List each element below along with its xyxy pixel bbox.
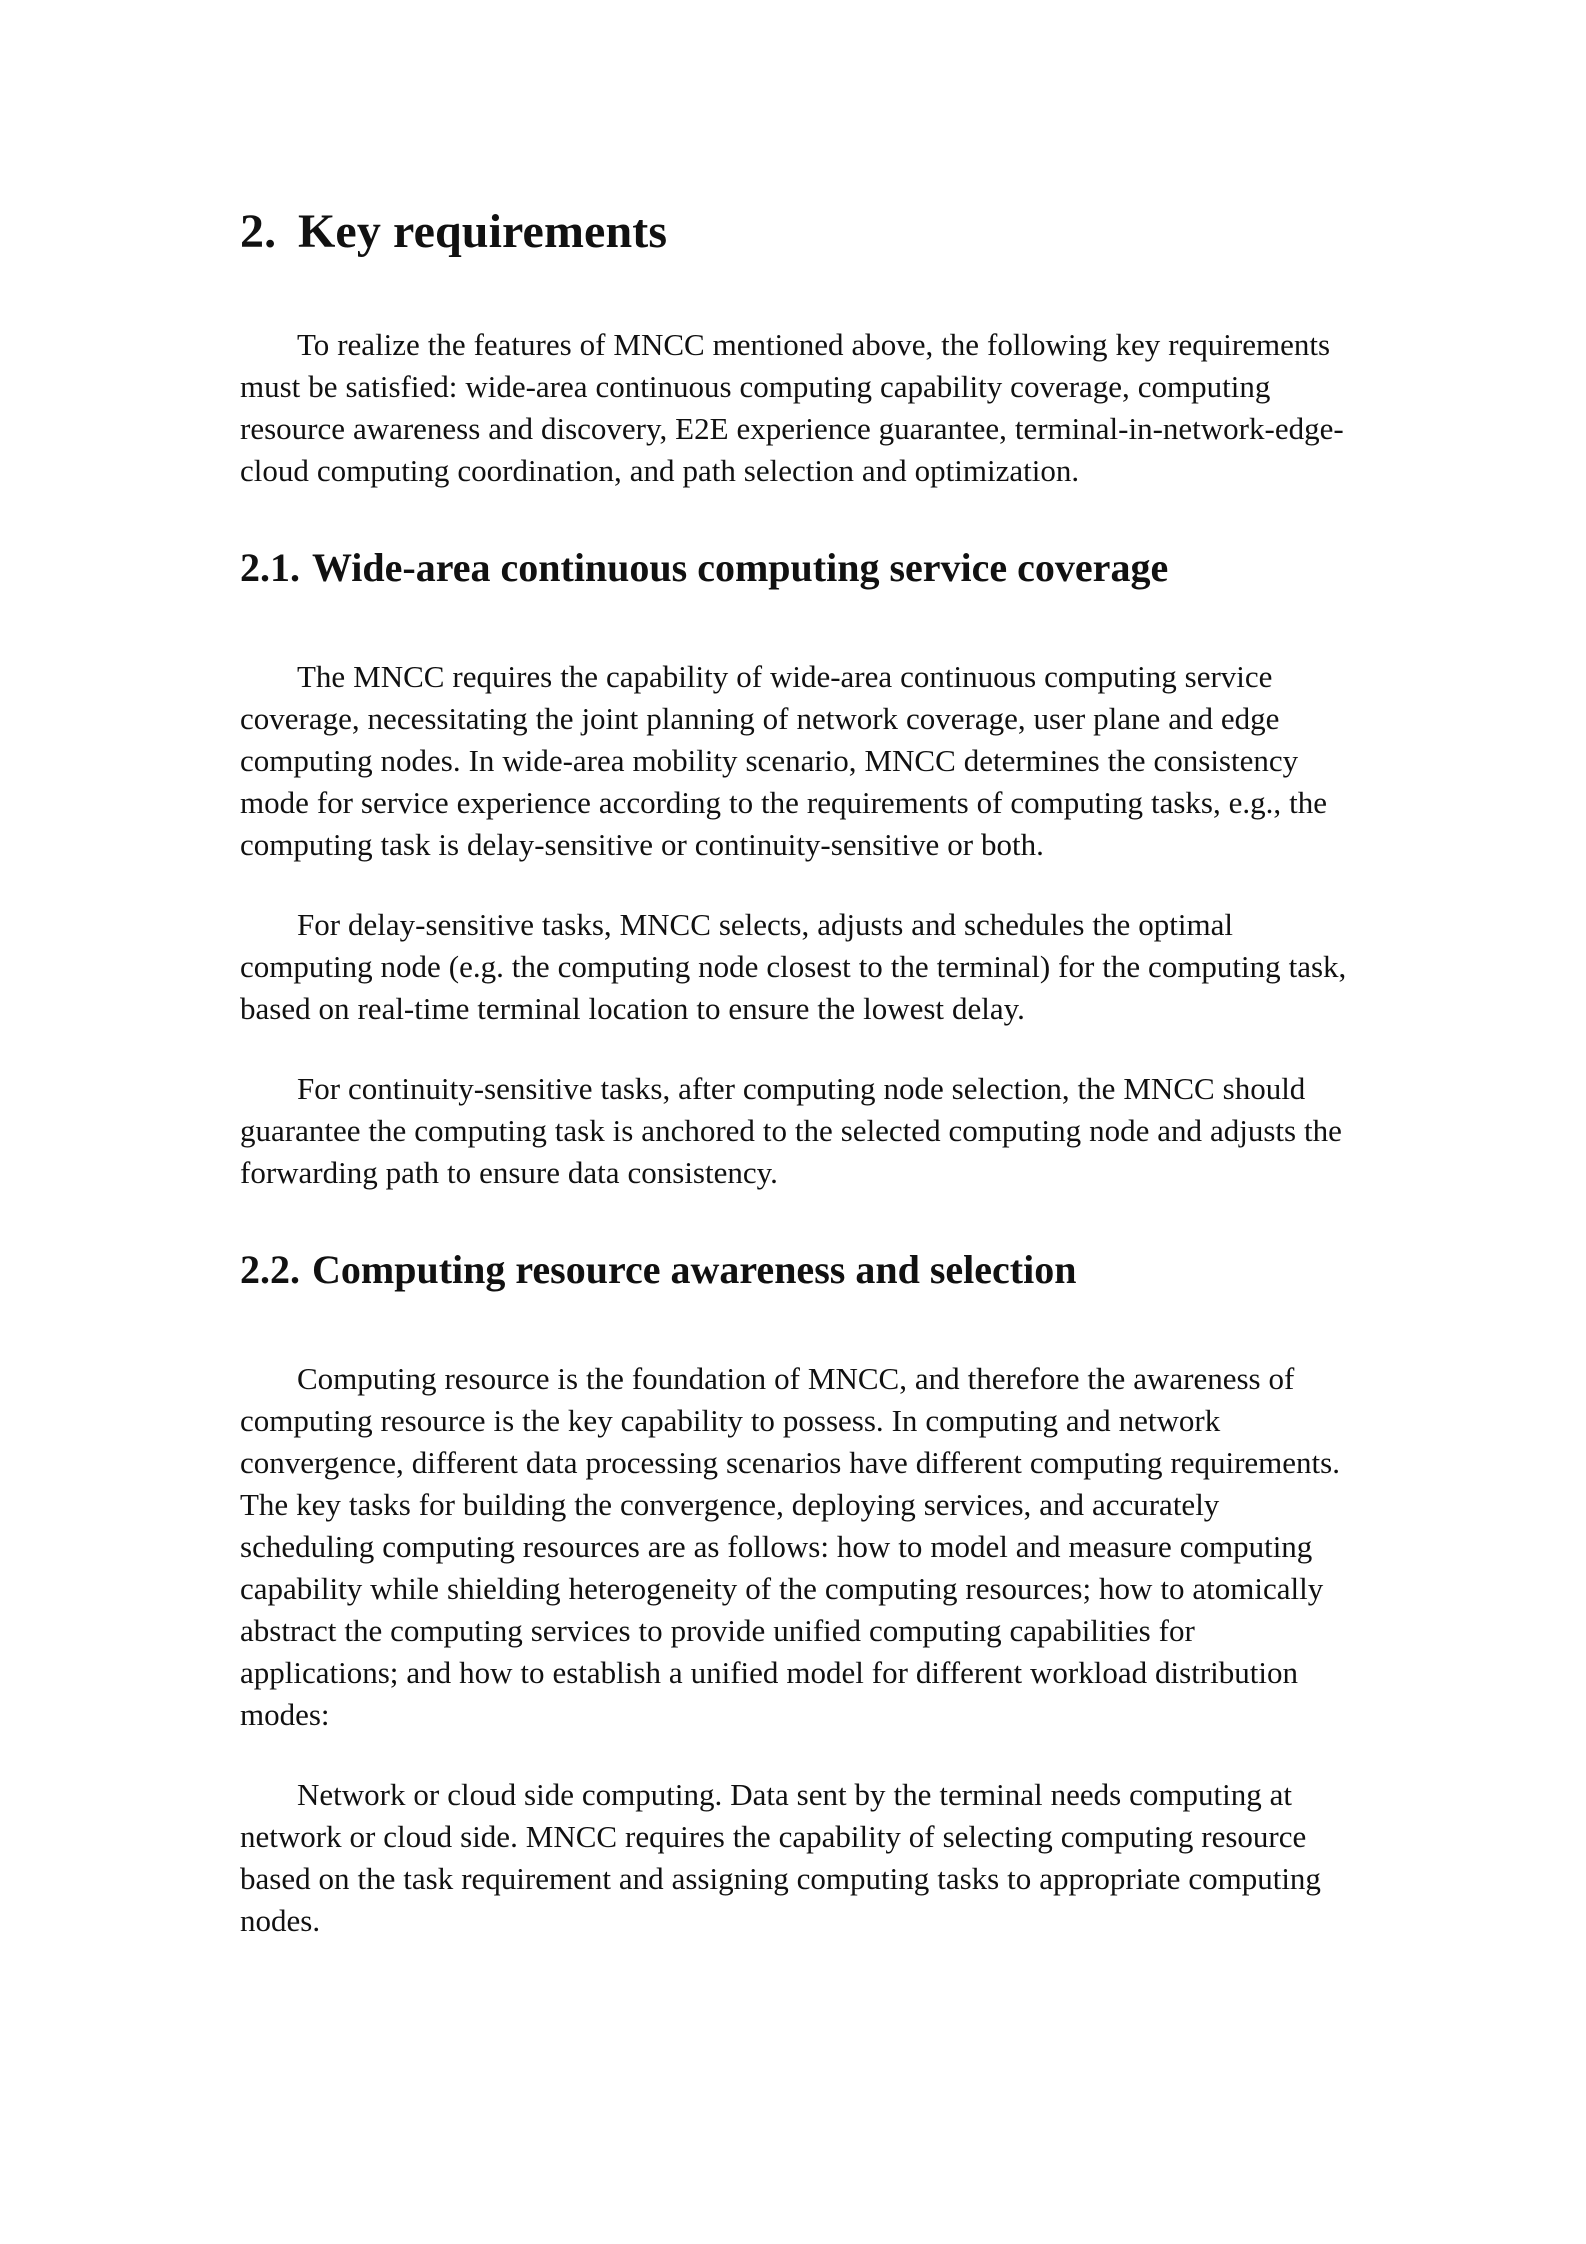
- subsection-2-paragraph-2: Network or cloud side computing. Data sent by the terminal needs computing at network or cloud side. MNCC requires the capability of selecting computing resource based on the task requirement and assigning computing tasks to appropriate computing nodes.: [240, 1777, 1321, 1938]
- subsection-1-number: 2.1.: [240, 545, 300, 590]
- subsection-2-heading: [240, 1242, 1356, 1298]
- section-title: Key requirements: [298, 205, 668, 258]
- subsection-1-title: Wide-area continuous computing service coverage: [312, 545, 1169, 590]
- section-intro-paragraph: To realize the features of MNCC mentioned above, the following key requirements must be satisfied: wide-area continuous computing capability coverage, computing resource awareness and discovery, E2E experience guarantee, terminal-in-network-edge-cloud computing coordination, and path selection and optimization.: [240, 327, 1344, 488]
- subsection-2-paragraph-1: Computing resource is the foundation of MNCC, and therefore the awareness of computing resource is the key capability to possess. In computing and network convergence, different data processing scenarios have different computing requirements. The key tasks for building the convergence, deploying services, and accurately scheduling computing resources are as follows: how to model and measure computing capability while shielding heterogeneity of the computing resources; how to atomically abstract the computing services to provide unified computing capabilities for applications; and how to establish a unified model for different workload distribution modes:: [240, 1361, 1340, 1732]
- subsection-1-paragraph-2: For delay-sensitive tasks, MNCC selects, adjusts and schedules the optimal computing node (e.g. the computing node closest to the terminal) for the computing task, based on real-time terminal location to ensure the lowest delay.: [240, 907, 1347, 1026]
- section-number: 2.: [240, 205, 277, 258]
- subsection-2-title: Computing resource awareness and selection: [312, 1247, 1077, 1292]
- subsection-2-number: 2.2.: [240, 1247, 300, 1292]
- subsection-1-heading: [240, 540, 1356, 596]
- section-heading: [240, 200, 1356, 264]
- subsection-1-paragraph-1: The MNCC requires the capability of wide-area continuous computing service coverage, necessitating the joint planning of network coverage, user plane and edge computing nodes. In wide-area mobility scenario, MNCC determines the consistency mode for service experience according to the requirements of computing tasks, e.g., the computing task is delay-sensitive or continuity-sensitive or both.: [240, 659, 1328, 862]
- subsection-1-paragraph-3: For continuity-sensitive tasks, after computing node selection, the MNCC should guarantee the computing task is anchored to the selected computing node and adjusts the forwarding path to ensure data consistency.: [240, 1071, 1342, 1190]
